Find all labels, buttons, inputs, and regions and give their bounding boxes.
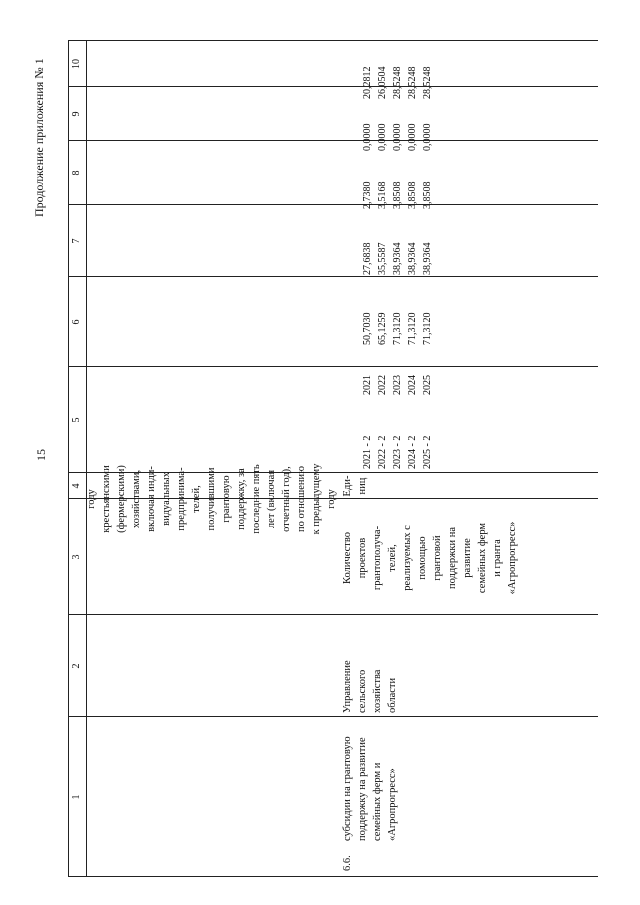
carryover-indicator-text: году крестьянскими (фермерскими) хозяйствами, включая инди- видуальных предпринима- телей, получившими грантовую поддержку, за последние пять лет (включая отчетный год), по отношению к предыдущему году — [86, 463, 337, 535]
row-indicator-line: Количество — [342, 531, 353, 585]
col-number-9: 9 — [71, 111, 82, 117]
row-indicator — [340, 499, 520, 617]
row-indicator-line: телей, — [387, 544, 398, 572]
row-col7-cell: 35,5587 — [377, 242, 388, 275]
col-number-1: 1 — [71, 794, 82, 800]
row-col10-cell: 28,5248 — [422, 66, 433, 99]
col-border — [68, 276, 598, 277]
col-border — [68, 86, 598, 87]
row-col10-cell: 28,5248 — [392, 66, 403, 99]
row-period-cell: 2021 - 2 — [362, 435, 373, 469]
row-col9-cell: 0,0000 — [422, 123, 433, 151]
row-col8-values — [360, 182, 435, 210]
appendix-continuation-label: Продолжение приложения № 1 — [32, 58, 46, 217]
row-year-cell: 2024 — [407, 375, 418, 395]
row-responsible — [340, 623, 400, 713]
row-col7-values — [360, 243, 435, 276]
row-border — [68, 41, 69, 877]
col-number-5: 5 — [71, 417, 82, 423]
row-year-cell: 2023 — [392, 375, 403, 395]
col-number-8: 8 — [71, 170, 82, 176]
row-col10-values — [360, 67, 435, 100]
row-col9-cell: 0,0000 — [407, 123, 418, 151]
row-col8-cell: 3,8508 — [422, 181, 433, 209]
col-border — [68, 204, 598, 205]
row-col6-values — [360, 313, 435, 346]
row-indicator-line: помощью — [417, 536, 428, 580]
col-number-7: 7 — [71, 238, 82, 244]
row-col6-cell: 71,3120 — [422, 312, 433, 345]
row-indicator-line: реализуемых с — [402, 525, 413, 591]
row-indicator-line: грантовой — [432, 535, 443, 581]
row-col9-cell: 0,0000 — [362, 123, 373, 151]
row-col8-cell: 3,8508 — [407, 181, 418, 209]
row-unit-line: ниц — [357, 477, 368, 495]
row-col6-cell: 50,7030 — [362, 312, 373, 345]
row-name-line: «Агропрогресс» — [387, 768, 398, 841]
row-col6-cell: 71,3120 — [392, 312, 403, 345]
row-indicator-line: грантополуча- — [372, 525, 383, 591]
row-period-cell: 2022 - 2 — [377, 435, 388, 469]
row-period-cell: 2025 - 2 — [422, 435, 433, 469]
col-border — [68, 40, 598, 41]
row-col8-cell: 2,7380 — [362, 181, 373, 209]
row-period-cell: 2023 - 2 — [392, 435, 403, 469]
row-period-cell: 2024 - 2 — [407, 435, 418, 469]
col-border — [68, 716, 598, 717]
row-year-cell: 2022 — [377, 375, 388, 395]
row-name-line: семейных ферм и — [372, 762, 383, 841]
col-border — [68, 140, 598, 141]
row-unit — [340, 473, 370, 499]
row-year-cell: 2021 — [362, 375, 373, 395]
row-indicator-line: «Агропрогресс» — [507, 521, 518, 595]
row-indicator-line: поддержки на — [447, 526, 458, 590]
row-col9-cell: 0,0000 — [377, 123, 388, 151]
row-code: 6.6. — [342, 855, 353, 871]
row-responsible-line: хозяйства — [372, 669, 383, 713]
row-year-values — [360, 375, 435, 395]
row-col9-values — [360, 124, 435, 152]
page-number: 15 — [34, 449, 48, 461]
row-responsible-line: области — [387, 677, 398, 713]
row-indicator-line: проектов — [357, 537, 368, 579]
row-col7-cell: 38,9364 — [392, 242, 403, 275]
row-name-line: поддержку на развитие — [357, 737, 368, 841]
row-col8-cell: 3,5168 — [377, 181, 388, 209]
row-col6-cell: 71,3120 — [407, 312, 418, 345]
col-number-3: 3 — [71, 554, 82, 560]
row-col7-cell: 38,9364 — [407, 242, 418, 275]
row-col7-cell: 38,9364 — [422, 242, 433, 275]
row-responsible-line: Управление — [342, 660, 353, 713]
col-border — [68, 366, 598, 367]
row-col10-cell: 28,5248 — [407, 66, 418, 99]
col-number-4: 4 — [71, 483, 82, 489]
row-responsible-line: сельского — [357, 669, 368, 713]
col-border — [68, 876, 598, 877]
col-number-10: 10 — [71, 59, 82, 69]
row-name-line: субсидии на грантовую — [342, 736, 353, 841]
row-year-cell: 2025 — [422, 375, 433, 395]
row-name — [340, 723, 400, 841]
row-indicator-line: семейных ферм — [477, 522, 488, 594]
row-col10-cell: 20,2812 — [362, 66, 373, 99]
col-number-6: 6 — [71, 319, 82, 325]
row-unit-line: Еди- — [342, 475, 353, 497]
row-indicator-line: развитие — [462, 538, 473, 578]
row-col6-cell: 65,1259 — [377, 312, 388, 345]
row-period-values — [360, 436, 435, 469]
row-col8-cell: 3,8508 — [392, 181, 403, 209]
row-col10-cell: 26,0504 — [377, 66, 388, 99]
row-indicator-line: и гранта — [492, 539, 503, 577]
row-col7-cell: 27,6838 — [362, 242, 373, 275]
row-col9-cell: 0,0000 — [392, 123, 403, 151]
col-number-2: 2 — [71, 663, 82, 669]
